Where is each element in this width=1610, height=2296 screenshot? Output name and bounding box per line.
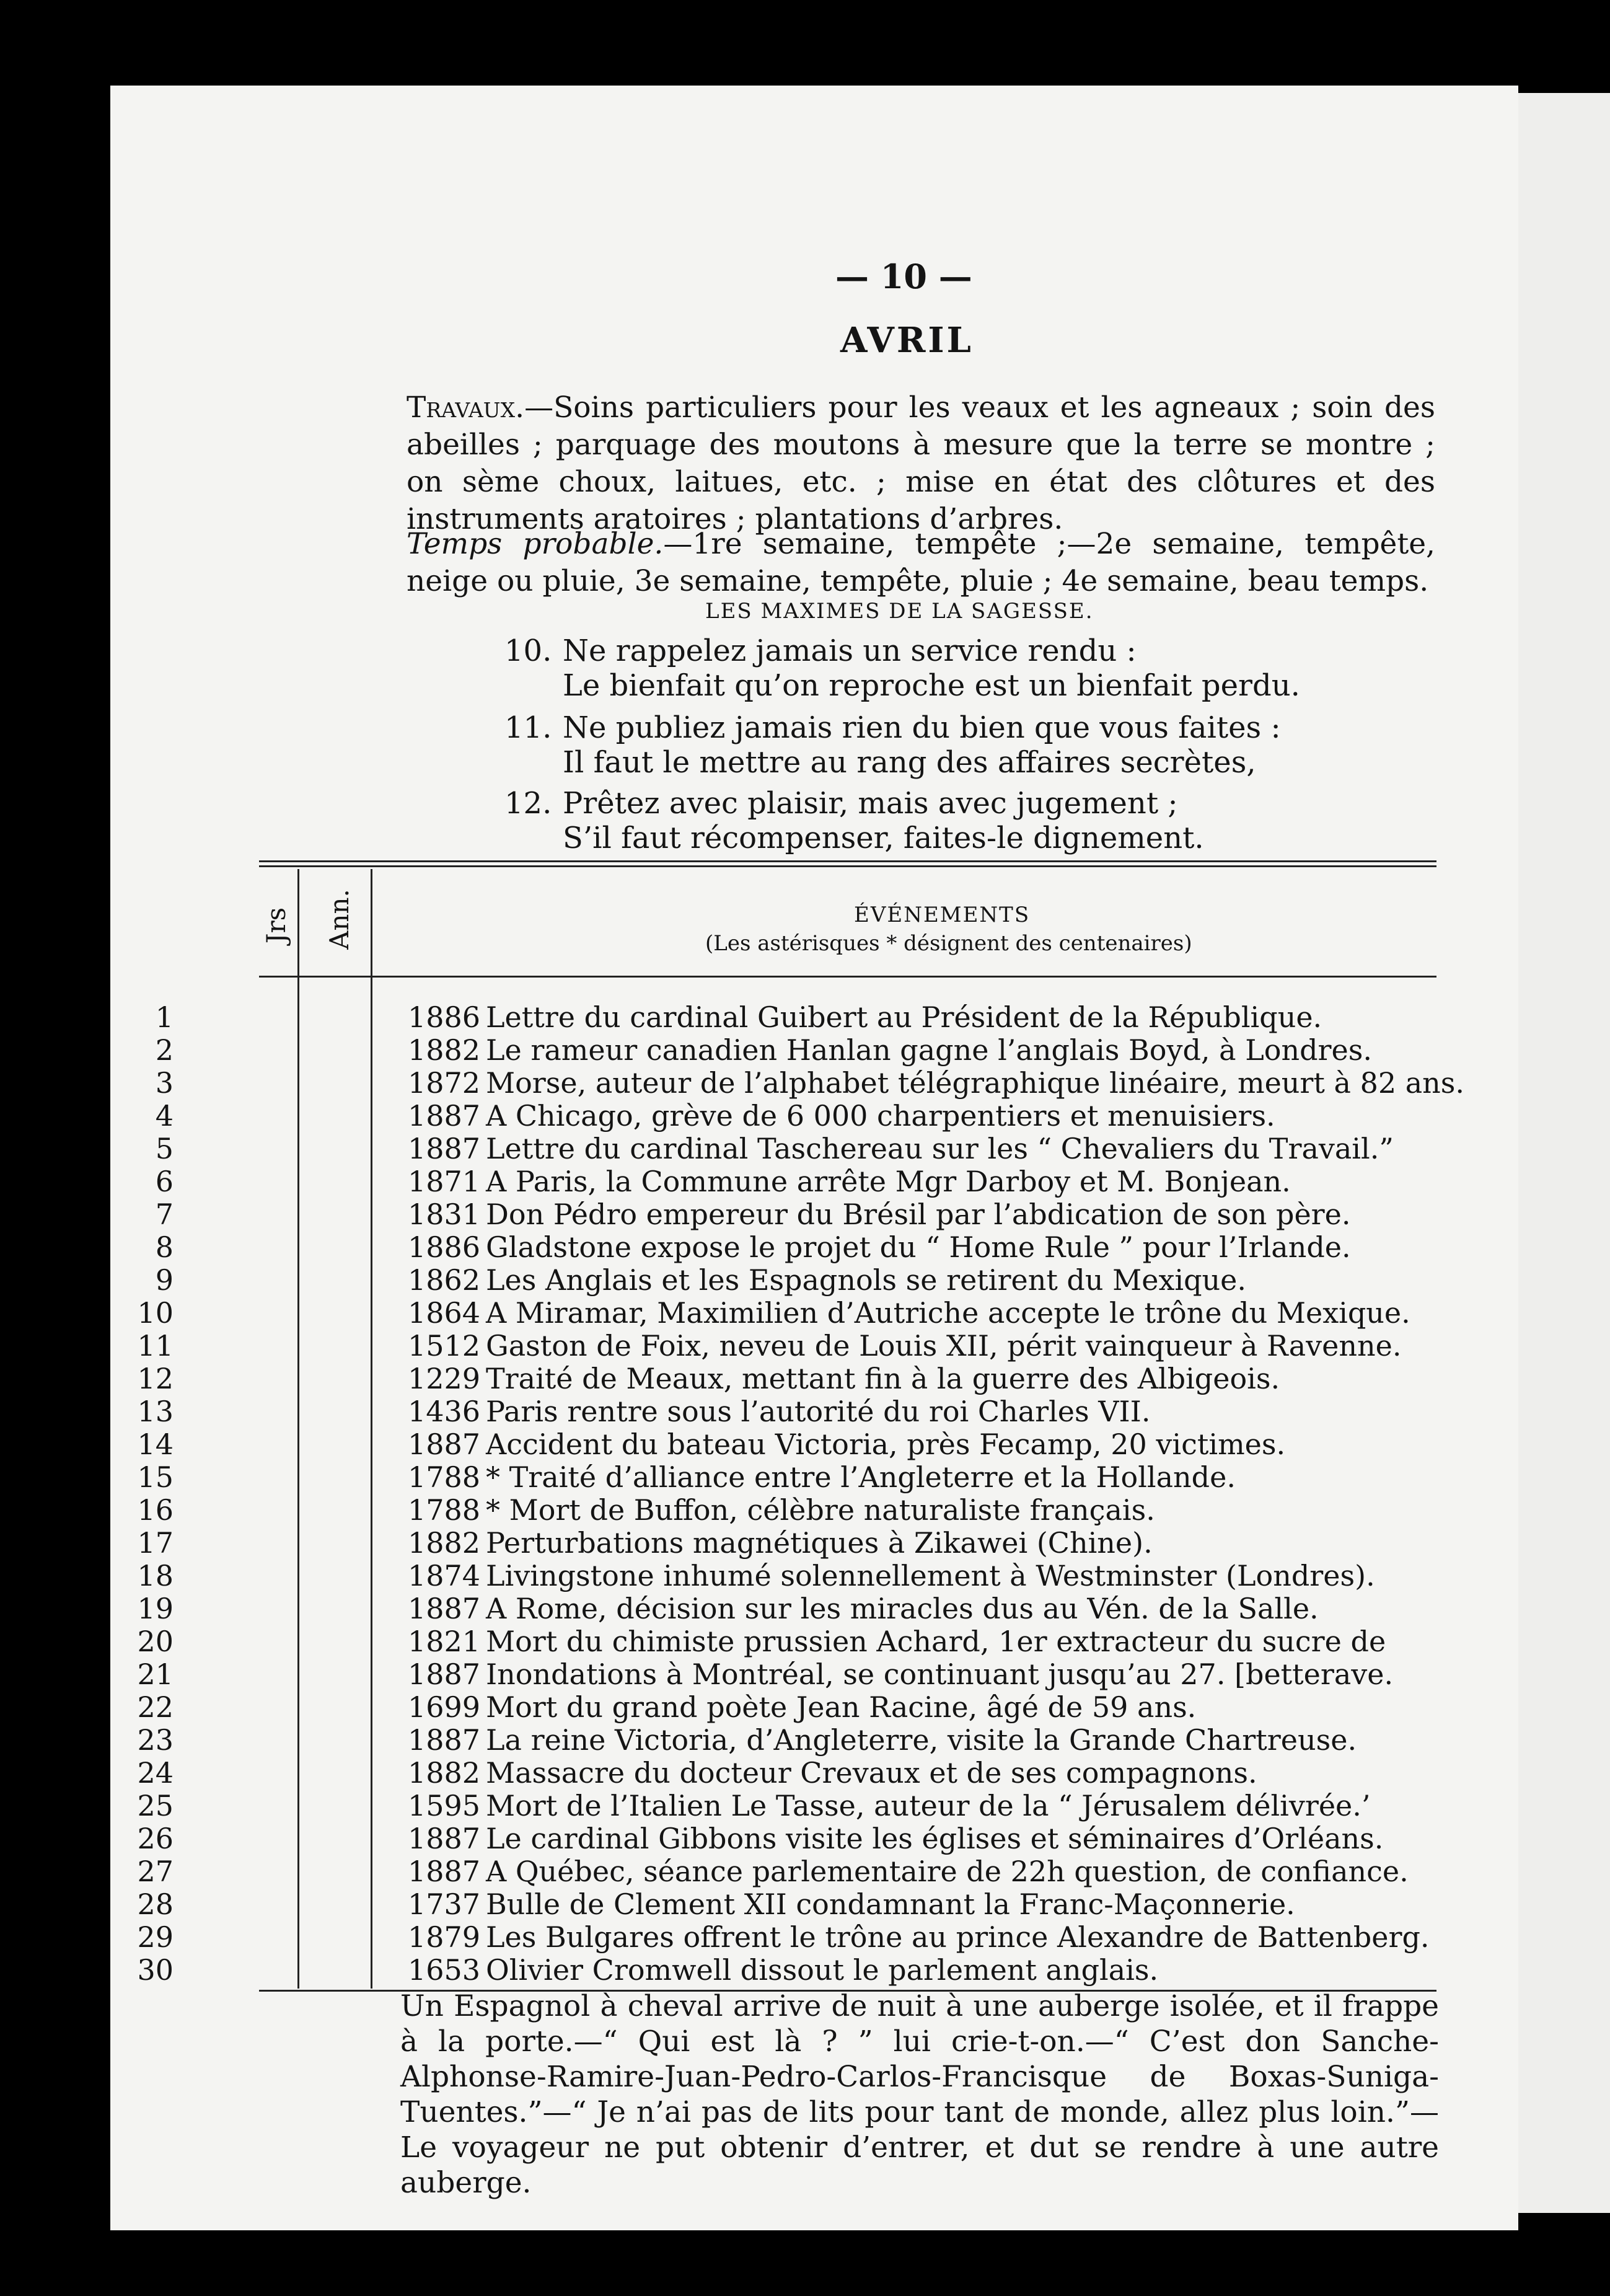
year-cell: 1788 <box>408 1493 481 1527</box>
day-cell: 3 <box>155 1066 174 1100</box>
event-cell: A Paris, la Commune arrête Mgr Darboy et M. Bonjean. <box>486 1165 1291 1198</box>
travaux-paragraph <box>407 389 1435 538</box>
table-row <box>110 1165 1518 1197</box>
day-cell: 29 <box>137 1920 174 1954</box>
year-cell: 1737 <box>408 1888 481 1921</box>
maxime-line: Prêtez avec plaisir, mais avec jugement ; <box>563 786 1178 821</box>
table-row <box>110 1395 1518 1427</box>
table-row <box>110 1099 1518 1131</box>
table-row <box>110 1625 1518 1657</box>
event-cell: Massacre du docteur Crevaux et de ses compagnons. <box>486 1756 1257 1790</box>
year-cell: 1887 <box>408 1592 481 1625</box>
travaux-label: Travaux. <box>407 391 525 425</box>
column-header-years: Ann. <box>324 889 354 950</box>
table-row <box>110 1723 1518 1755</box>
event-cell: A Rome, décision sur les miracles dus au Vén. de la Salle. <box>486 1592 1319 1625</box>
event-cell: Les Bulgares offrent le trône au prince Alexandre de Battenberg. <box>486 1920 1430 1954</box>
day-cell: 11 <box>137 1329 174 1362</box>
table-row <box>110 1690 1518 1723</box>
day-cell: 12 <box>137 1362 174 1395</box>
year-cell: 1882 <box>408 1756 481 1790</box>
table-row <box>110 1658 1518 1690</box>
day-cell: 18 <box>137 1559 174 1592</box>
event-cell: Traité de Meaux, mettant fin à la guerre des Albigeois. <box>486 1362 1280 1395</box>
year-cell: 1887 <box>408 1723 481 1757</box>
day-cell: 27 <box>137 1855 174 1888</box>
day-cell: 23 <box>137 1723 174 1757</box>
year-cell: 1887 <box>408 1658 481 1691</box>
day-cell: 4 <box>155 1099 174 1133</box>
events-subheading: (Les astérisques * désignent des centenaires) <box>705 931 1192 956</box>
year-cell: 1788 <box>408 1460 481 1494</box>
column-header-days: Jrs <box>261 907 291 944</box>
event-cell: Le rameur canadien Hanlan gagne l’anglais Boyd, à Londres. <box>486 1033 1372 1067</box>
day-cell: 19 <box>137 1592 174 1625</box>
table-row <box>110 1920 1518 1953</box>
table-row <box>110 1296 1518 1328</box>
maxime-number: 11. <box>504 710 552 745</box>
day-cell: 17 <box>137 1526 174 1560</box>
year-cell: 1653 <box>408 1953 481 1987</box>
table-row <box>110 1756 1518 1788</box>
year-cell: 1821 <box>408 1625 481 1658</box>
event-cell: Le cardinal Gibbons visite les églises et séminaires d’Orléans. <box>486 1822 1384 1855</box>
maxime-number: 12. <box>504 786 552 821</box>
year-cell: 1229 <box>408 1362 481 1395</box>
table-row <box>110 1230 1518 1263</box>
event-cell: * Traité d’alliance entre l’Angleterre et la Hollande. <box>486 1460 1236 1494</box>
year-cell: 1862 <box>408 1263 481 1297</box>
year-cell: 1874 <box>408 1559 481 1592</box>
day-cell: 14 <box>137 1428 174 1461</box>
year-cell: 1882 <box>408 1033 481 1067</box>
temps-text: —1re semaine, tempête ;—2e semaine, tempête, neige ou pluie, 3e semaine, tempête, pluie ; 4e semaine, beau temps. <box>407 527 1436 598</box>
event-cell: Gaston de Foix, neveu de Louis XII, périt vainqueur à Ravenne. <box>486 1329 1402 1362</box>
table-row <box>110 1329 1518 1361</box>
day-cell: 21 <box>137 1658 174 1691</box>
day-cell: 30 <box>137 1953 174 1987</box>
table-row <box>110 1362 1518 1394</box>
maxime-line: Il faut le mettre au rang des affaires secrètes, <box>563 745 1256 780</box>
year-cell: 1887 <box>408 1822 481 1855</box>
table-row <box>110 1789 1518 1821</box>
year-cell: 1512 <box>408 1329 481 1362</box>
day-cell: 8 <box>155 1230 174 1264</box>
year-cell: 1887 <box>408 1428 481 1461</box>
event-cell: Bulle de Clement XII condamnant la Franc-Maçonnerie. <box>486 1888 1295 1921</box>
year-cell: 1887 <box>408 1099 481 1133</box>
day-cell: 28 <box>137 1888 174 1921</box>
table-row <box>110 1526 1518 1558</box>
table-row <box>110 1132 1518 1164</box>
event-cell: A Miramar, Maximilien d’Autriche accepte le trône du Mexique. <box>486 1296 1410 1330</box>
event-cell: A Québec, séance parlementaire de 22h question, de confiance. <box>486 1855 1409 1888</box>
day-cell: 16 <box>137 1493 174 1527</box>
table-top-rule <box>259 865 1436 867</box>
day-cell: 13 <box>137 1395 174 1428</box>
event-cell: Mort du chimiste prussien Achard, 1er extracteur du sucre de <box>486 1625 1386 1658</box>
year-cell: 1699 <box>408 1690 481 1724</box>
travaux-text: —Soins particuliers pour les veaux et les agneaux ; soin des abeilles ; parquage des moutons à mesure que la terre se montre ; on sème choux, laitues, etc. ; mise en état des clôtures et des instruments aratoires ; plantations d’arbres. <box>407 391 1435 536</box>
year-cell: 1872 <box>408 1066 481 1100</box>
table-row <box>110 1000 1518 1033</box>
adjacent-page-edge <box>1512 93 1610 2213</box>
table-row <box>110 1888 1518 1920</box>
year-cell: 1831 <box>408 1198 481 1231</box>
day-cell: 25 <box>137 1789 174 1822</box>
event-cell: * Mort de Buffon, célèbre naturaliste français. <box>486 1493 1155 1527</box>
event-cell: A Chicago, grève de 6 000 charpentiers et menuisiers. <box>486 1099 1275 1133</box>
day-cell: 6 <box>155 1165 174 1198</box>
table-header-rule <box>259 976 1436 978</box>
event-cell: Gladstone expose le projet du “ Home Rule ” pour l’Irlande. <box>486 1230 1351 1264</box>
year-cell: 1882 <box>408 1526 481 1560</box>
maxime-line: Le bienfait qu’on reproche est un bienfait perdu. <box>563 668 1300 703</box>
year-cell: 1864 <box>408 1296 481 1330</box>
event-cell: Mort de l’Italien Le Tasse, auteur de la “ Jérusalem délivrée.’ <box>486 1789 1371 1822</box>
day-cell: 2 <box>155 1033 174 1067</box>
anecdote-paragraph: Un Espagnol à cheval arrive de nuit à une auberge isolée, et il frappe à la porte.—“ Qui est là ? ” lui crie-t-on.—“ C’est don Sanche-Alphonse-Ramire-Juan-Pedro-Carlos-Francisque de Boxas-Suniga-Tuentes.”—“ Je n’ai pas de lits pour tant de monde, allez plus loin.”— Le voyageur ne put obtenir d’entrer, et dut se rendre à une autre auberge. <box>400 1989 1439 2200</box>
year-cell: 1886 <box>408 1230 481 1264</box>
day-cell: 10 <box>137 1296 174 1330</box>
day-cell: 5 <box>155 1132 174 1165</box>
day-cell: 15 <box>137 1460 174 1494</box>
year-cell: 1595 <box>408 1789 481 1822</box>
event-cell: Perturbations magnétiques à Zikawei (Chine). <box>486 1526 1153 1560</box>
table-top-rule <box>259 860 1436 862</box>
event-cell: Lettre du cardinal Guibert au Président de la République. <box>486 1000 1322 1034</box>
day-cell: 1 <box>155 1000 174 1034</box>
year-cell: 1871 <box>408 1165 481 1198</box>
year-cell: 1887 <box>408 1855 481 1888</box>
table-row <box>110 1460 1518 1493</box>
table-row <box>110 1822 1518 1854</box>
table-row <box>110 1855 1518 1887</box>
table-row <box>110 1263 1518 1296</box>
table-row <box>110 1953 1518 1985</box>
table-row <box>110 1493 1518 1526</box>
table-row <box>110 1033 1518 1066</box>
table-row <box>110 1066 1518 1098</box>
maxime-line: Ne publiez jamais rien du bien que vous faites : <box>563 710 1281 745</box>
maximes-heading: LES MAXIMES DE LA SAGESSE. <box>705 599 1094 624</box>
event-cell: La reine Victoria, d’Angleterre, visite la Grande Chartreuse. <box>486 1723 1357 1757</box>
day-cell: 7 <box>155 1198 174 1231</box>
day-cell: 24 <box>137 1756 174 1790</box>
year-cell: 1886 <box>408 1000 481 1034</box>
temps-label: Temps probable. <box>407 527 664 561</box>
event-cell: Paris rentre sous l’autorité du roi Charles VII. <box>486 1395 1151 1428</box>
almanac-page <box>110 86 1518 2230</box>
event-cell: Livingstone inhumé solennellement à Westminster (Londres). <box>486 1559 1375 1592</box>
year-cell: 1879 <box>408 1920 481 1954</box>
maxime-line: Ne rappelez jamais un service rendu : <box>563 634 1137 668</box>
table-row <box>110 1428 1518 1460</box>
temps-paragraph <box>407 526 1435 600</box>
day-cell: 20 <box>137 1625 174 1658</box>
table-row <box>110 1559 1518 1591</box>
day-cell: 26 <box>137 1822 174 1855</box>
year-cell: 1436 <box>408 1395 481 1428</box>
table-row <box>110 1198 1518 1230</box>
event-cell: Les Anglais et les Espagnols se retirent du Mexique. <box>486 1263 1247 1297</box>
year-cell: 1887 <box>408 1132 481 1165</box>
event-cell: Mort du grand poète Jean Racine, âgé de 59 ans. <box>486 1690 1197 1724</box>
event-cell: Morse, auteur de l’alphabet télégraphique linéaire, meurt à 82 ans. <box>486 1066 1465 1100</box>
event-cell: Inondations à Montréal, se continuant jusqu’au 27. [betterave. <box>486 1658 1394 1691</box>
maxime-line: S’il faut récompenser, faites-le dignement. <box>563 821 1204 855</box>
page-number: — 10 — <box>835 257 972 296</box>
maxime-number: 10. <box>504 634 552 668</box>
event-cell: Don Pédro empereur du Brésil par l’abdication de son père. <box>486 1198 1351 1231</box>
day-cell: 9 <box>155 1263 174 1297</box>
table-row <box>110 1592 1518 1624</box>
month-title: AVRIL <box>840 320 974 361</box>
day-cell: 22 <box>137 1690 174 1724</box>
events-heading: ÉVÉNEMENTS <box>854 903 1031 927</box>
event-cell: Accident du bateau Victoria, près Fecamp, 20 victimes. <box>486 1428 1286 1461</box>
event-cell: Olivier Cromwell dissout le parlement anglais. <box>486 1953 1159 1987</box>
event-cell: Lettre du cardinal Taschereau sur les “ Chevaliers du Travail.” <box>486 1132 1394 1165</box>
